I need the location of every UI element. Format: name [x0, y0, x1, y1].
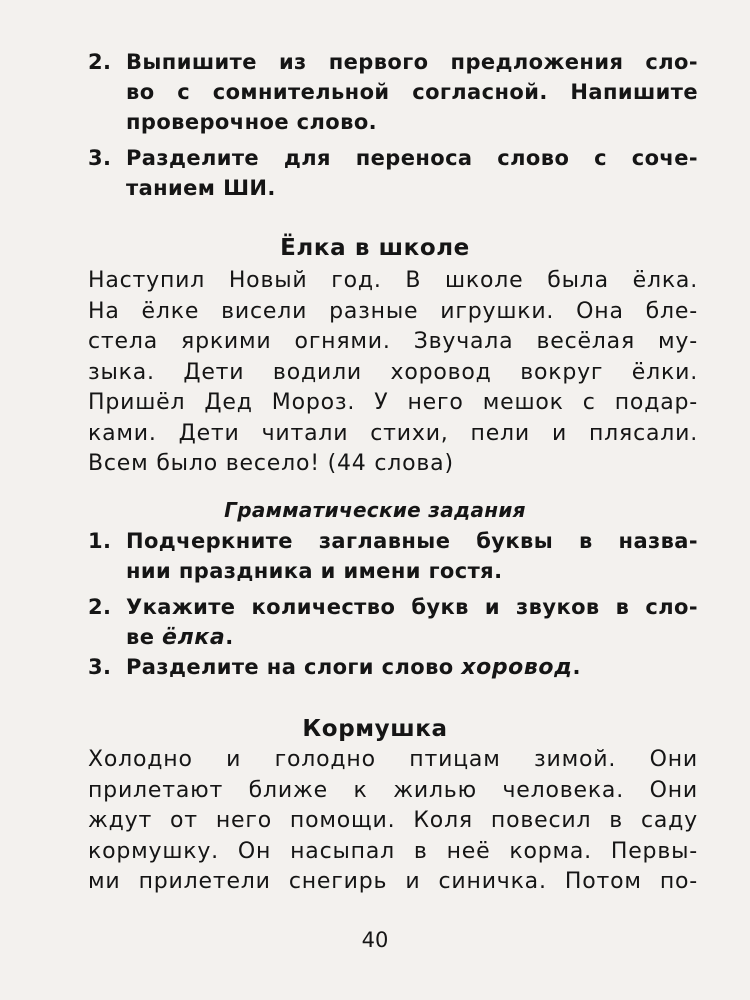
task-item — [88, 47, 698, 137]
story-line: ми прилетели снегирь и синичка. Потом по- — [88, 869, 698, 894]
story-text — [88, 745, 698, 898]
task-number: 2. — [88, 595, 112, 619]
story-line: стела яркими огнями. Звучала весёлая му- — [88, 329, 698, 354]
task-number: 2. — [88, 50, 112, 74]
task-text-fragment: . — [225, 625, 234, 649]
story-line: Пришёл Дед Мороз. У него мешок с подар- — [88, 390, 698, 415]
task-number: 1. — [88, 529, 112, 553]
story-line: Всем было весело! (44 слова) — [88, 451, 454, 476]
task-text-fragment: Разделите на слоги слово — [126, 655, 462, 679]
task-item — [88, 652, 698, 683]
task-text-line: проверочное слово. — [126, 110, 378, 134]
task-text-line: во с сомнительной согласной. Напишите — [126, 80, 698, 104]
story-text — [88, 266, 698, 480]
story-line: Наступил Новый год. В школе была ёлка. — [88, 268, 698, 293]
task-text-line: Разделите для переноса слово с соче- — [126, 146, 698, 170]
task-number: 3. — [88, 146, 112, 170]
page-number: 40 — [361, 928, 389, 952]
story-line: кормушку. Он насыпал в неё корма. Первы- — [88, 838, 698, 864]
task-text-fragment: . — [572, 655, 581, 679]
grammar-tasks-heading: Грамматические задания — [224, 498, 526, 522]
task-text-line: Подчеркните заглавные буквы в назва- — [126, 529, 698, 553]
task-item — [88, 592, 698, 653]
section-title: Кормушка — [302, 716, 448, 742]
story-line: прилетают ближе к жилью человека. Они — [88, 777, 698, 803]
task-text-fragment: ве — [126, 625, 163, 649]
section-title: Ёлка в школе — [280, 235, 470, 261]
task-text-line — [126, 652, 698, 683]
task-text-line: танием ШИ. — [126, 176, 276, 200]
highlighted-word: ёлка — [162, 625, 226, 650]
task-number: 3. — [88, 655, 112, 679]
story-line: На ёлке висели разные игрушки. Она бле- — [88, 298, 698, 324]
task-text-line: Укажите количество букв и звуков в сло- — [126, 595, 698, 619]
story-line: ками. Дети читали стихи, пели и плясали. — [88, 420, 698, 446]
task-text-line — [126, 622, 698, 653]
story-line: ждут от него помощи. Коля повесил в саду — [88, 808, 698, 833]
task-item — [88, 143, 698, 203]
task-text-line: нии праздника и имени гостя. — [126, 559, 503, 583]
highlighted-word: хоровод — [461, 655, 573, 680]
task-text-line: Выпишите из первого предложения сло- — [126, 50, 698, 74]
story-line: Холодно и голодно птицам зимой. Они — [88, 747, 698, 772]
task-item — [88, 526, 698, 586]
story-line: зыка. Дети водили хоровод вокруг ёлки. — [88, 359, 698, 385]
